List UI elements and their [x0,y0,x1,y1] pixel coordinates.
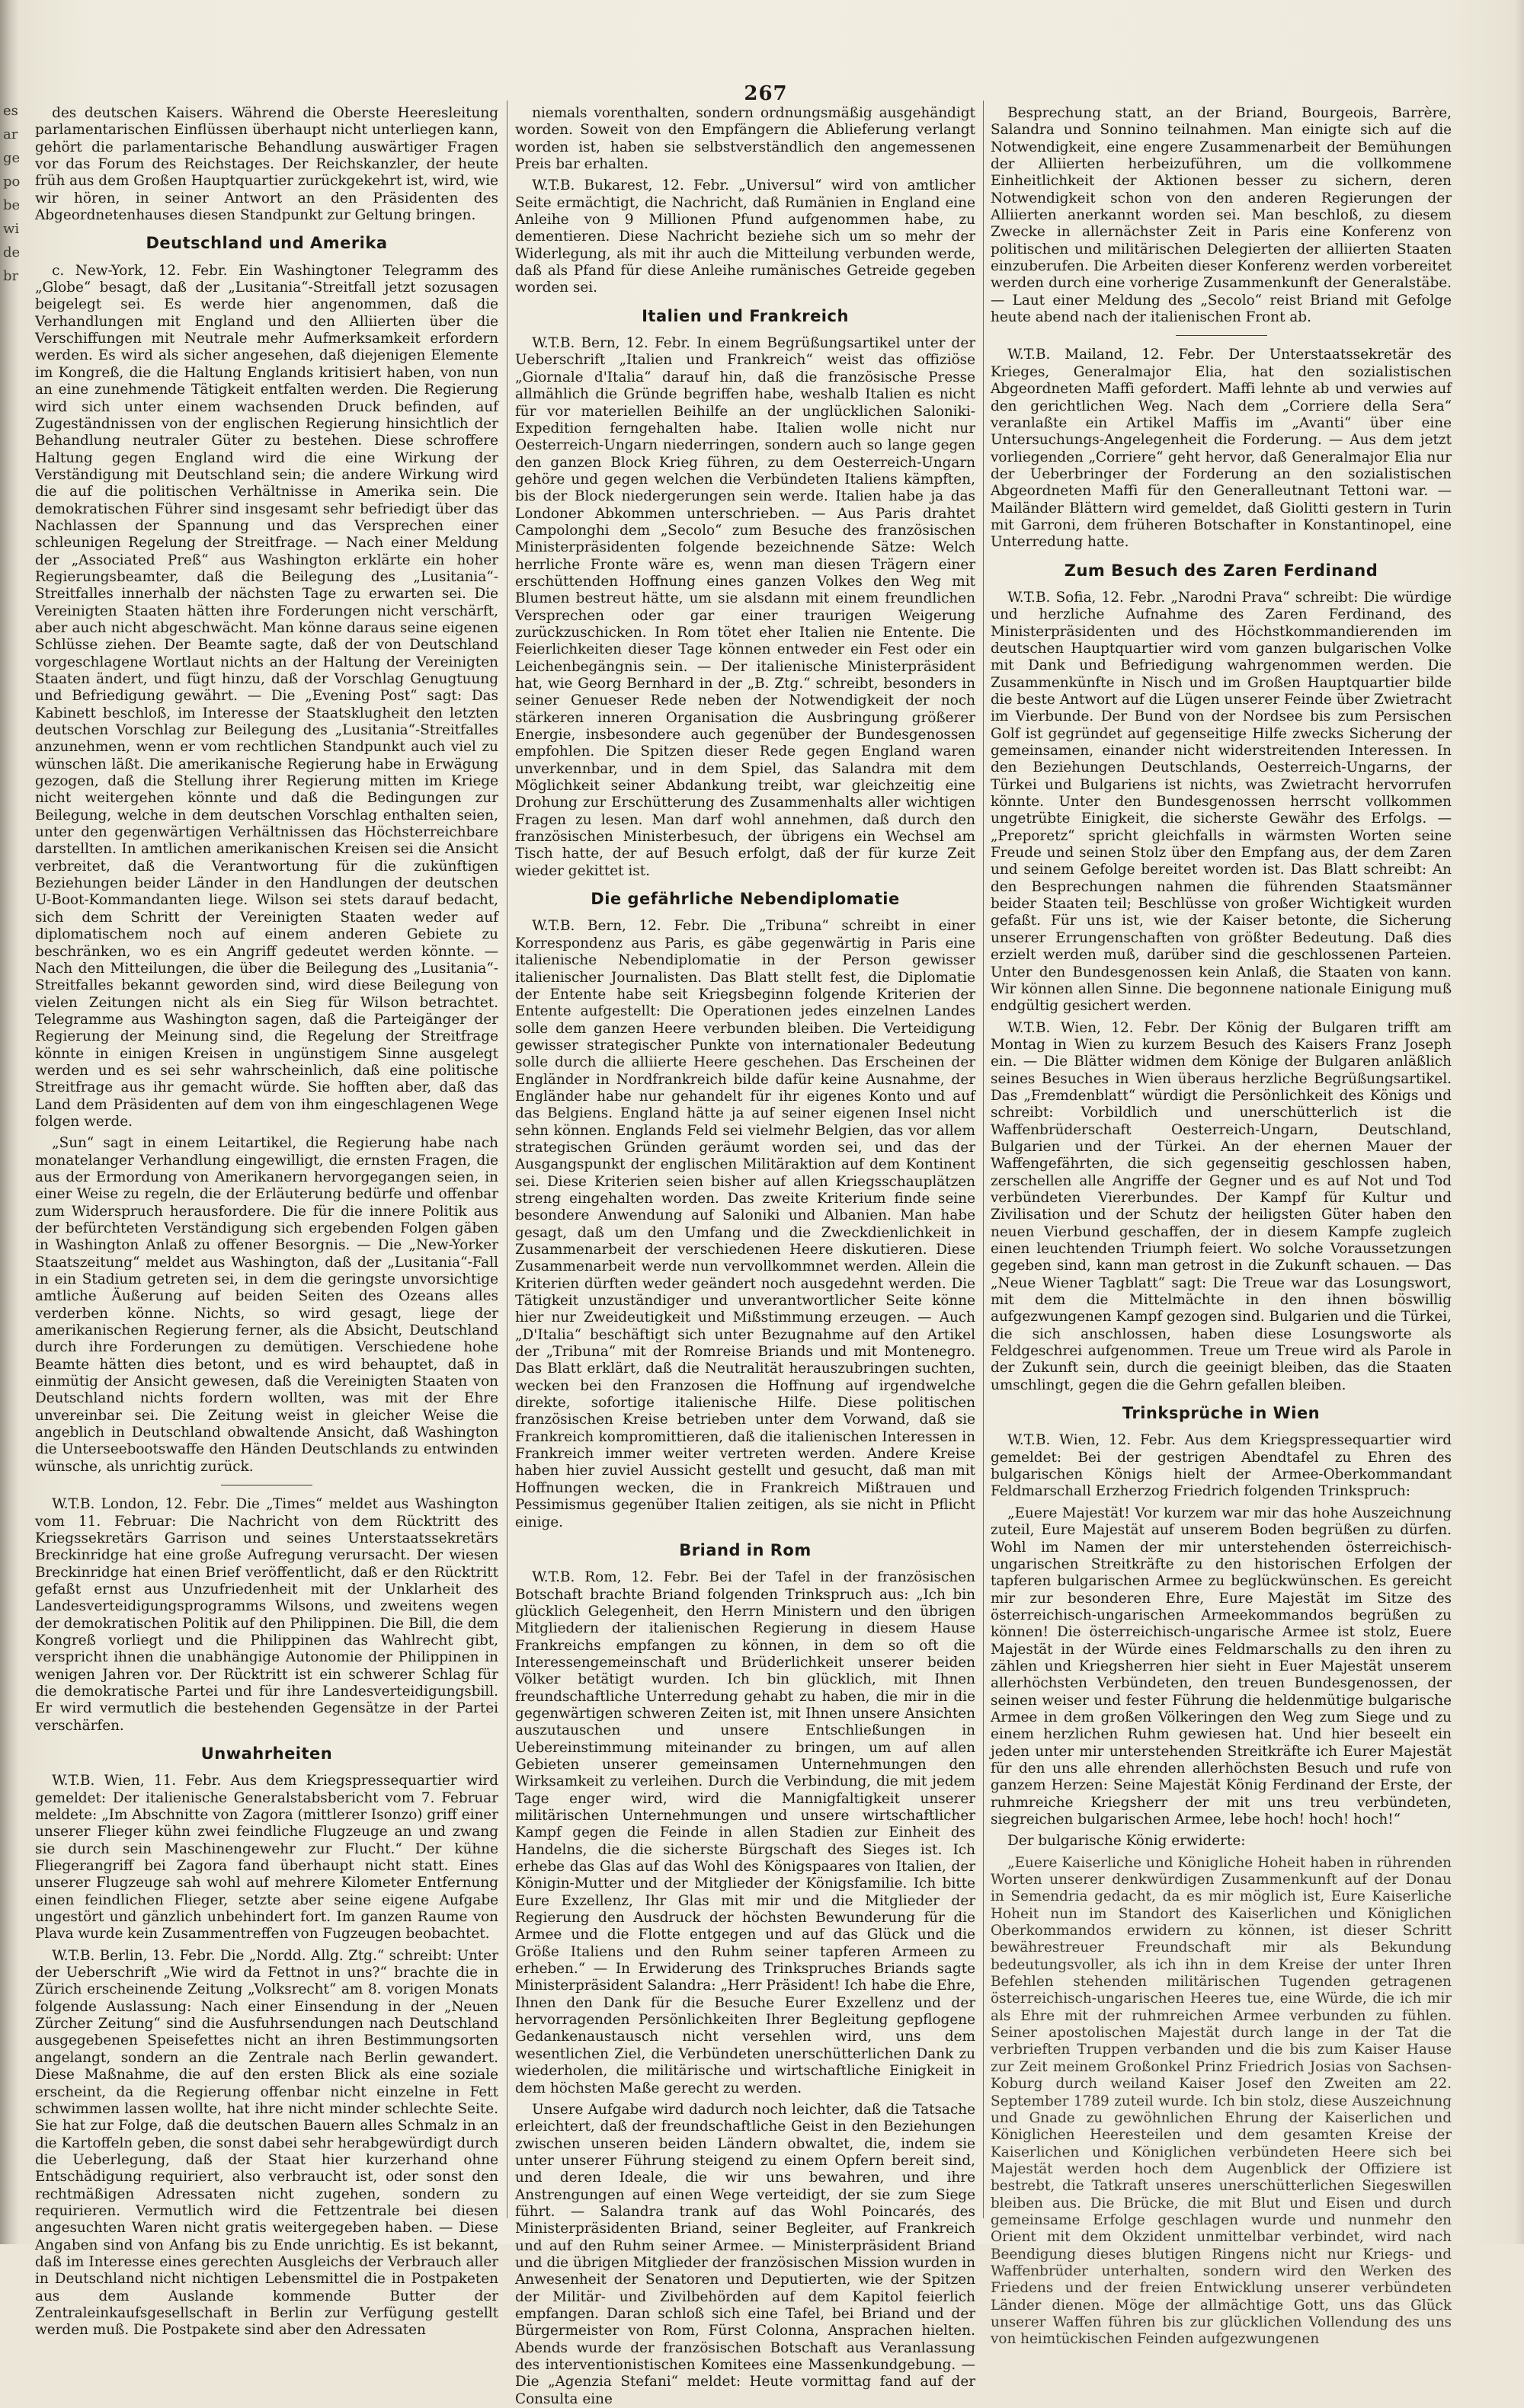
article-text: Der bulgarische König erwiderte: [1007,1833,1246,1850]
article-text: W.T.B. Wien, 12. Febr. Der König der Bulgaren trifft am Montag in Wien zu kurzem Besuch des Kaisers Franz Joseph ein. — Die Blätter widmen dem Könige der Bulgaren anläßlich seines Besuches in Wien überaus herzliche Begrüßungsartikel. Das „Fremdenblatt“ würdigt die Persönlichkeit des Königs und schreibt: Vorbildlich und unerschütterlich ist die Waffenbrüderschaft Oesterreich-Ungarn, Deutschland, Bulgarien und der Türkei. An der ehernen Mauer der Waffengefährten, die sich gegenseitig geschlossen haben, zerschellen alle Angriffe der Gegner und es auf Not und Tod verbündeten Viererbundes. Der Kampf für Kultur und Zivilisation und der Schutz der heiligsten Güter haben den neuen Vierbund geschaffen, der in diesem Kampfe zugleich einen leuchtenden Triumph feiert. Wo solche Voraussetzungen gegeben sind, kann man getrost in die Zukunft schauen. — Das „Neue Wiener Tagblatt“ sagt: Die Treue war das Losungswort, mit dem die Mittelmächte in den ihnen böswillig aufgezwungenen Kampf gezogen sind. Bulgarien und die Türkei, die sich anschlossen, haben diese Losungsworte als Feldgeschrei aufgenommen. Treue um Treue wird als Parole in der Zukunft sein, durch die geeinigt bleiben, das die Staaten umschlingt, gegen die die Gehrn gefallen bleiben. [991,1019,1452,1393]
article-text: W.T.B. Bukarest, 12. Febr. „Universul“ wird von amtlicher Seite ermächtigt, die Nachricht, daß Rumänien in England eine Anleihe von 9 Millionen Pfund aufgenommen habe, zu dementieren. Diese Nachricht beziehe sich um so mehr der Widerlegung, als mit ihr auch die Mitteilung verbunden werde, daß als Pfand für diese Anleihe rumänisches Getreide gegeben worden sei. [515,177,975,296]
article-text: W.T.B. Berlin, 13. Febr. Die „Nordd. Allg. Ztg.“ schreibt: Unter der Ueberschrift „Wie wird da Fettnot in uns?“ brachte die in Zürich erscheinende Zeitung „Volksrecht“ am 8. vorigen Monats folgende Auslassung: Nach einer Einsendung in der „Neuen Zürcher Zeitung“ sind die Ausfuhrsendungen nach Deutschland ausgegebenen Speisefettes nicht an ihren Bestimmungsorten angelangt, sondern an die Zentrale nach Berlin gewandert. Diese Maßnahme, die auf den ersten Blick als eine soziale erscheint, da die Regierung offenbar nicht einzelne in Fett schwimmen lassen wollte, hat ihre nicht minder schlechte Seite. Sie hat zur Folge, daß die deutschen Bauern alles Schmalz in an die Kartoffeln geben, die sonst dabei sehr herabgewürdigt durch die Ueberlegung, daß der Staat hier kurzerhand ohne Entschädigung requiriert, also verbraucht ist, oder sonst den rechtmäßigen Adressaten nicht zugehen, sondern zu requirieren. Vermutlich wird die Fettzentrale bei diesen angesuchten Waren nicht gratis weitergegeben haben. — Diese Angaben sind von Anfang bis zu Ende unrichtig. Es ist bekannt, daß im Interesse eines gerechten Ausgleichs der Verbrauch aller in Deutschland nicht nichtigen Lebensmittel die in Postpaketen aus dem Auslande kommende Butter der Zentraleinkaufsgesellschaft in Berlin zur Verfügung gestellt werden muß. Die Postpakete sind aber den Adressaten [35,1947,498,2339]
article-text: „Euere Majestät! Vor kurzem war mir das hohe Auszeichnung zuteil, Eure Majestät auf unserem Boden begrüßen zu dürfen. Wohl im Namen der mir unterstehenden österreichisch-ungarischen Streitkräfte zu den historischen Erfolgen der tapferen bulgarischen Armee zu beglückwünschen. Es gereicht mir zur besonderen Ehre, Eure Majestät im Sitze des österreichisch-ungarischen Armeekommandos begrüßen zu können! Die österreichisch-ungarische Armee ist stolz, Euere Majestät in der Würde eines Feldmarschalls zu den ihren zu zählen und Kriegsherren hier sieht in Euer Majestät unserem allerhöchsten Verbündeten, den treuen Bundesgenossen, der seinen weiser und fester Führung die heldenmütige bulgarische Armee in dem großen Völkeringen den Weg zum Siege und zu einem herzlichen Ruhm gewiesen hat. Und hier beseelt ein jeden unter mir unterstehenden Streitkräfte ich Eurer Majestät für den uns alle ehrenden allerhöchsten Besuch und rufe von ganzem Herzen: Seine Majestät König Ferdinand der Erste, der ruhmreiche Kriegsherr der mit uns treu verbündeten, siegreichen bulgarischen Armee, lebe hoch! hoch! hoch!“ [991,1505,1452,1828]
column-1 [35,105,498,2339]
article-headline: Die gefährliche Nebendiplomatie [591,890,900,909]
article-text: niemals vorenthalten, sondern ordnungsmäßig ausgehändigt worden. Soweit von den Empfängern die Ablieferung verlangt worden ist, haben sie selbstverständlich den angemessenen Preis bar erhalten. [515,105,975,173]
article-text: W.T.B. Wien, 12. Febr. Aus dem Kriegspressequartier wird gemeldet: Bei der gestrigen Abendtafel zu Ehren des bulgarischen Königs hielt der Armee-Oberkommandant Feldmarschall Erzherzog Friedrich folgenden Trinkspruch: [991,1432,1452,1500]
article-headline: Zum Besuch des Zaren Ferdinand [1064,561,1378,580]
article-text: W.T.B. Bern, 12. Febr. In einem Begrüßungsartikel unter der Ueberschrift „Italien und Frankreich“ weist das offiziöse „Giornale d'Italia“ darauf hin, daß die französische Presse allmählich die Gründe begriffen habe, weshalb Italien es nicht für vor materiellen Beihilfe an der unglücklichen Saloniki-Expedition ferngehalten habe. Italien wolle nicht nur Oesterreich-Ungarn niederringen, sondern auch so lange gegen den ganzen Block Krieg führen, zu dem Oesterreich-Ungarn gehöre und gegen welchen die Verbündeten Italiens kämpften, bis der Block niedergerungen sein werde. Italien habe ja das Londoner Abkommen unterschrieben. — Aus Paris drahtet Campolonghi dem „Secolo“ zum Besuche des französischen Ministerpräsidenten folgende bezeichnende Sätze: Welch herrliche Fronte wäre es, wenn man diesen Trägern einer erschüttenden Hoffnung eines ganzen Volkes den Weg mit Blumen bestreut hätte, um sie alsdann mit einem freundlichen Versprechen oder gar einer traurigen Weigerung zurückzuschicken. In Rom tötet eher Italien nie Entente. Die Feierlichkeiten dieser Tage können entweder ein Fest oder ein Leichenbegängnis sein. — Der italienische Ministerpräsident hat, wie Georg Bernhard in der „B. Ztg.“ schreibt, besonders in seiner Genueser Rede neben der Notwendigkeit der noch stärkeren inneren Organisation die Ausbringung größerer Energie, insbesondere auch gegenüber der Bundesgenossen empfohlen. Die Spitzen dieser Rede gegen England waren unverkennbar, und in dem Spiel, das Salandra mit dem Möglichkeit seiner Abdankung treibt, war gleichzeitig eine Drohung zur Erschütterung des Zusammenhalts aller wichtigen Fragen zu lesen. Man darf wohl annehmen, daß durch den französischen Ministerbesuch, der übrigens ein Wechsel am Tisch hatte, der auf Besuch erfolgt, daß der für kurze Zeit wieder gekittet ist. [515,335,975,879]
article-text: W.T.B. London, 12. Febr. Die „Times“ meldet aus Washington vom 11. Februar: Die Nachricht von dem Rücktritt des Kriegssekretärs Garrison und seines Unterstaatssekretärs Breckinridge hat eine große Aufregung verursacht. Der wiesen Breckinridge hat einen Brief veröffentlicht, daß er den Rücktritt gefaßt ernst aus Unzufriedenheit mit der Unklarheit des Landesverteidigungsprogramms Wilsons, und zweitens wegen der demokratischen Politik auf den Philippinen. Die Bill, die dem Kongreß vorliegt und die Philippinen das Wahlrecht gibt, verspricht ihnen die unabhängige Autonomie der Philippinen in wenigen Jahren vor. Der Rücktritt ist ein schwerer Schlag für die demokratische Partei und für ihre Landesverteidigungsbill. Er wird vermutlich die bestehenden Gegensätze in der Partei verschärfen. [35,1496,498,1734]
binding-gutter [0,0,20,2244]
article-text: „Euere Kaiserliche und Königliche Hoheit haben in rührenden Worten unserer denkwürdigen Zusammenkunft auf der Donau in Semendria gedacht, da es mir möglich ist, Eure Kaiserliche Hoheit nun im Standort des Kaiserlichen und Königlichen Oberkommandos erwidern zu können, ist dieser Schritt bewährestreuer Freundschaft mir als Bekundung bedeutungsvoller, als ich ihn in dem Kreise der unter Ihren Befehlen stehenden militärischen Tugenden getragenen österreichisch-ungarischen Heeres tue, eine Würde, die ich mir als Ehre mit der ruhmreichen Armee verbunden zu fühlen. Seiner apostolischen Majestät durch lange in der Tat die verbrieften Truppen verbanden und die bis zum Kaiser Hause zur Zeit meinem Großonkel Prinz Friedrich Josias von Sachsen-Koburg durch weiland Kaiser Josef den Zweiten am 22. September 1789 zuteil wurde. Ich bin stolz, diese Auszeichnung und Gnade zu gewöhnlichen Ehrung der Kaiserlichen und Königlichen Heeresteilen und dem gesamten Kreise der Kaiserlichen und Königlichen verbündeten Heere sich bei Majestät werden hoch dem Augenblick der Offiziere ist bestrebt, die Tatkraft unseres unerschütterlichen Siegeswillen bleiben aus. Die Brücke, die mit Blut und Eisen und durch gemeinsame Erfolge geschlagen wurde und nunmehr den Orient mit dem Okzident unmittelbar verbindet, wird nach Beendigung dieses blutigen Ringens nicht nur Kriegs- und Waffenbrüder unterhalten, sondern wird den Werken des Friedens und der freien Entwicklung unserer verbündeten Länder dienen. Möge der allmächtige Gott, uns das Glück unserer Waffen führen bis zur glücklichen Vollendung des uns von heimtückischen Feinden aufgezwungenen [991,1854,1452,2348]
article-headline: Unwahrheiten [200,1744,333,1763]
article-headline: Deutschland und Amerika [146,234,388,253]
article-text: c. New-York, 12. Febr. Ein Washingtoner Telegramm des „Globe“ besagt, daß der „Lusitania“-Streitfall jetzt sozusagen beigelegt sei. Es werde hier angenommen, daß die Verhandlungen mit England und den Alliierten über die Verschiffungen mit Neutrale mehr Aufmerksamkeit erfordern werden. Es wird als sicher angesehen, daß diejenigen Elemente im Kongreß, die die Haltung Englands kritisiert haben, von nun an eine zunehmende Tätigkeit entfalten werden. Die Regierung wird sich unter einem wachsenden Druck befinden, auf Zugeständnissen von der englischen Regierung hinsichtlich der Behandlung neutraler Güter zu bestehen. Diese schroffere Haltung gegen England wird die eine Wirkung der Verständigung mit Deutschland sein; die andere Wirkung wird die auf die politischen Verhältnisse in Amerika sein. Die demokratischen Führer sind insgesamt sehr befriedigt über das Nachlassen der Spannung und das Versprechen einer schleunigen Regelung der Streitfrage. — Nach einer Meldung der „Associated Preß“ aus Washington erklärte ein hoher Regierungsbeamter, daß die Beilegung des „Lusitania“-Streitfalles innerhalb der nächsten Tage zu erwarten sei. Die Vereinigten Staaten hätten ihre Forderungen nicht verschärft, aber auch nicht abgeschwächt. Man könne daraus seine eigenen Schlüsse ziehen. Der Beamte sagte, daß der von Deutschland vorgeschlagene Wortlaut nichts an der Haltung der Vereinigten Staaten ändert, und fügt hinzu, daß der Vorschlag Genugtuung und Befriedigung gewährt. — Die „Evening Post“ sagt: Das Kabinett beschloß, im Interesse der Staatsklugheit den letzten deutschen Vorschlag zur Beilegung des „Lusitania“-Streitfalles anzunehmen, wenn er vom rechtlichen Standpunkt auch viel zu wünschen läßt. Die amerikanische Regierung habe in Erwägung gezogen, daß die Stellung ihrer Regierung mitten im Kriege nicht weitergehen könnte und daß die Bedingungen zur Beilegung, welche in dem deutschen Vorschlag enthalten seien, unter den gegenwärtigen Verhältnissen das Höchsterreichbare darstellten. In amtlichen amerikanischen Kreisen sei die Ansicht verbreitet, daß die Verantwortung für die zukünftigen Beziehungen beider Länder in den Handlungen der deutschen U-Boot-Kommandanten liege. Wilson sei stets darauf bedacht, sich dem Schritt der Vereinigten Staaten weder auf diplomatischem noch auf einem anderen Gebiete zu beschränken, wo es ein Angriff gedeutet werden könnte. — Nach den Mitteilungen, die über die Beilegung des „Lusitania“-Streitfalles bekannt geworden sind, wird diese Beilegung von vielen Zeitungen nicht als ein Sieg für Wilson betrachtet. Telegramme aus Washington sagen, daß die Parteigänger der Regierung der Meinung sind, die Regelung der Streitfrage könnte in einigen Kreisen in ungünstigem Sinne ausgelegt werden und es sei sehr wahrscheinlich, daß eine politische Streitfrage aus ihr gemacht würde. Sie hofften aber, daß das Land dem Präsidenten auf dem von ihm eingeschlagenen Wege folgen werde. [35,262,498,1130]
previous-page-fragment: es ar ge po be wi de br [3,103,21,284]
article-headline: Italien und Frankreich [642,306,849,325]
article-text: W.T.B. Bern, 12. Febr. Die „Tribuna“ schreibt in einer Korrespondenz aus Paris, es gäbe gegenwärtig in Paris eine italienische Nebendiplomatie in der Person gewisser italienischer Journalisten. Das Blatt stellt fest, die Diplomatie der Entente habe seit Kriegsbeginn folgende Kriterien der Entente aufgestellt: Die Operationen jedes einzelnen Landes solle dem ganzen Heere verbunden bleiben. Die Verteidigung gewisser strategischer Punkte von internationaler Bedeutung solle durch die alliierte Heere geschehen. Das Erscheinen der Engländer in Nordfrankreich bilde dafür keine Ausnahme, der Engländer habe nur gehandelt für ihr eigenes Konto und auf das Belgiens. England hätte ja auf seiner eigenen Insel nicht sehn können. Englands Feld sei vielmehr Belgien, das vor allem strategischen Gründen geräumt worden sei, und das der Ausgangspunkt der englischen Militäraktion auf dem Kontinent sei. Diese Kriterien seien bisher auf allen Kriegsschauplätzen streng eingehalten worden. Das zweite Kriterium finde seine besondere Anwendung auf Saloniki und Albanien. Man habe gesagt, daß um den Umfang und die Zweckdienlichkeit in Zusammenarbeit der verschiedenen Heere diskutieren. Diese Zusammenarbeit werde nun vervollkommnet werden. Allein die Kriterien dürften weder geändert noch ausgedehnt werden. Die Tätigkeit unzuständiger und unverantwortlicher Seite könne hier nur Zweideutigkeit und Mißstimmung erzeugen. — Auch „D'Italia“ beschäftigt sich unter Bezugnahme auf den Artikel der „Tribuna“ mit der Romreise Briands und mit Montenegro. Das Blatt erklärt, daß die Neutralität herauszubringen suchten, wecken bei den Franzosen die Hoffnung auf irgendwelche direkte, sofortige italienische Hilfe. Diese politischen französischen Kreise betrieben unter dem Vorwand, daß sie Frankreich kompromittieren, daß die italienischen Interessen in Frankreich immer weiter vertreten werden. Andere Kreise haben hier zuviel Aussicht gestellt und gesucht, daß man mit Hoffnungen wecken, die in Frankreich Mißtrauen und Pessimismus gegenüber Italien zeitigen, als sie nicht in Pflicht einige. [515,918,975,1530]
column-rule-2 [983,101,984,2218]
column-2 [515,105,975,2407]
article-text: W.T.B. Rom, 12. Febr. Bei der Tafel in der französischen Botschaft brachte Briand folgenden Trinkspruch aus: „Ich bin glücklich Gelegenheit, den Herrn Ministern und den übrigen Mitgliedern der italienischen Regierung in diesem Hause Frankreichs empfangen zu können, in dem so oft die Interessengemeinschaft und Brüderlichkeit unserer beiden Völker betätigt wurden. Ich bin glücklich, mit Ihnen freundschaftliche Unterredung gehabt zu haben, die mir in die gegenwärtigen schweren Zeiten ist, mit Ihnen unsere Ansichten auszutauschen und unsere Entschließungen in Uebereinstimmung miteinander zu bringen, um auf allen Gebieten unserer gemeinsamen Unternehmungen den Wirksamkeit zu verleihen. Durch die Verbindung, die mit jedem Tage enger wird, wird die Mannigfaltigkeit unserer militärischen Unternehmungen und unsere wirtschaftlicher Kampf gegen die Feinde in allen Stadien zur Einheit des Handelns, die die sicherste Bürgschaft des Sieges ist. Ich erhebe das Glas auf das Wohl des Königspaares von Italien, der Königin-Mutter und der Mitglieder der Königsfamilie. Ich bitte Eure Exzellenz, Ihr Glas mit mir und die Mitglieder der Regierung den Ausdruck der höchsten Bewunderung für die Armee und die Flotte entgegen und auf das Glück und die Größe Italiens und den Ruhm seiner tapferen Armeen zu erheben.“ — In Erwiderung des Trinkspruches Briands sagte Ministerpräsident Salandra: „Herr Präsident! Ich habe die Ehre, Ihnen den Dank für die Besuche Eurer Exzellenz und der hervorragenden Persönlichkeiten Ihrer Begleitung gepflogene Gedankenaustausch nicht versehlen wird, uns dem wesentlichen Ziel, die Verbündeten unerschütterlichen Dank zu wiederholen, die militärische und wirtschaftliche Einigkeit in dem höchsten Maße gerecht zu werden. [515,1569,975,2096]
page-number: 267 [744,82,788,105]
article-text: W.T.B. Wien, 11. Febr. Aus dem Kriegspressequartier wird gemeldet: Der italienische Generalstabsbericht vom 7. Februar meldete: „Im Abschnitte von Zagora (mittlerer Isonzo) griff einer unserer Flieger kühn zwei feindliche Flugzeuge an und zwang sie durch sein Maschinengewehr zur Flucht.“ Der kühne Fliegerangriff bei Zagora fand überhaupt nicht statt. Eines unserer Flugzeuge sah wohl auf mehrere Kilometer Entfernung einen feindlichen Flieger, setzte aber seine eigene Aufgabe ungestört und gänzlich unbehindert fort. Im ganzen Raume von Plava wurde kein Zusammentreffen von Fugzeugen beobachtet. [35,1773,498,1943]
article-text: des deutschen Kaisers. Während die Oberste Heeresleitung parlamentarischen Einflüssen überhaupt nicht unterliegen kann, gehört die parlamentarische Behandlung auswärtiger Fragen vor das Forum des Reichstages. Der Reichskanzler, der heute früh aus dem Großen Hauptquartier zurückgekehrt ist, wird, wie wir hören, in seiner Antwort an den Präsidenten des Abgeordnetenhauses diesen Standpunkt zur Geltung bringen. [35,105,498,224]
page-edge [1513,0,1524,2244]
article-text: W.T.B. Sofia, 12. Febr. „Narodni Prava“ schreibt: Die würdige und herzliche Aufnahme des Zaren Ferdinand, des Ministerpräsidenten und des Höchstkommandierenden im deutschen Hauptquartier wird vom ganzen bulgarischen Volke mit Dank und Befriedigung wahrgenommen werden. Die Zusammenkünfte in Nisch und im Großen Hauptquartier bilde die beste Antwort auf die Lügen unserer Feinde über Zwietracht im Vierbunde. Der Bund von der Nordsee bis zum Persischen Golf ist gegründet auf gegenseitige Hilfe zwecks Sicherung der gemeinsamen, einander nicht widerstreitenden Interessen. In den Beziehungen Deutschlands, Oesterreich-Ungarns, der Türkei und Bulgariens ist nichts, was Zwietracht hervorrufen könnte. Unter den Bundesgenossen herrscht vollkommen ungetrübte Einigkeit, die sicherste Gewähr des Erfolgs. — „Preporetz“ spricht gleichfalls in wärmsten Worten seine Freude und seinen Stolz über den Empfang aus, der dem Zaren und seinem Gefolge bereitet worden ist. Das Blatt schreibt: An den Besprechungen nahmen die führenden Staatsmänner beider Staaten teil; Beschlüsse von großer Wichtigkeit wurden gefaßt. Für uns ist, wie der Kaiser betonte, die Sicherung unserer Errungenschaften von größter Bedeutung. Daß dies erzielt werden muß, darüber sind die geschlossenen Parteien. Unter den Bundesgenossen kein Anlaß, die Staaten von kann. Wir können allen Sinne. Die begonnene nationale Einigung muß endgültig gesichert werden. [991,589,1452,1015]
article-headline: Briand in Rom [679,1540,812,1559]
article-headline: Trinksprüche in Wien [1122,1404,1321,1423]
column-3 [991,105,1452,2348]
article-text: Unsere Aufgabe wird dadurch noch leichter, daß die Tatsache erleichtert, daß der freundschaftliche Geist in den Beziehungen zwischen unseren beiden Ländern obwaltet, die, indem sie unter unserer Führung steigend zu einem Opfern bereit sind, und deren Ideale, die wir uns bewahren, und ihre Anstrengungen auf einen Wege verteidigt, der sie zum Siege führt. — Salandra trank auf das Wohl Poincarés, des Ministerpräsidenten Briand, seiner Begleiter, auf Frankreich und auf den Ruhm seiner Armee. — Ministerpräsident Briand und die übrigen Mitglieder der französischen Mission wurden in Anwesenheit der Senatoren und Deputierten, wie der Spitzen der Militär- und Zivilbehörden auf dem Kapitol feierlich empfangen. Daran schloß sich eine Tafel, bei Briand und der Bürgermeister von Rom, Fürst Colonna, Ansprachen hielten. Abends wurde der französischen Botschaft aus Veranlassung des interventionistischen Komitees eine Massenkundgebung. — Die „Agenzia Stefani“ meldet: Heute vormittag fand auf der Consulta eine [515,2101,975,2407]
separator-rule [1176,335,1267,336]
article-text: Besprechung statt, an der Briand, Bourgeois, Barrère, Salandra und Sonnino teilnahmen. Man einigte sich auf die Notwendigkeit, eine engere Zusammenarbeit der Bemühungen der Alliierten herbeizuführen, um die vollkommene Einheitlichkeit der Aktionen besser zu sichern, deren Notwendigkeit schon von den anderen Regierungen der Alliierten anerkannt worden sei. Man beschloß, zu diesem Zwecke in allernächster Zeit in Paris eine Konferenz von politischen und militärischen Delegierten der alliierten Staaten einzuberufen. Die Arbeiten dieser Konferenz werden vorbereitet werden durch eine vorherige Zusammenkunft der Generalstäbe. — Laut einer Meldung des „Secolo“ reist Briand mit Gefolge heute abend nach der italienischen Front ab. [991,105,1452,326]
article-text: „Sun“ sagt in einem Leitartikel, die Regierung habe nach monatelanger Verhandlung eingewilligt, die ernsten Fragen, die aus der Ermordung von Amerikanern hervorgegangen seien, in einer Weise zu regeln, die der Erläuterung bedürfe und offenbar zum Widerspruch herausfordere. Die für die innere Politik aus der befürchteten Verständigung sich ergebenden Folgen gäben in Washington Anlaß zu offener Besorgnis. — Die „New-Yorker Staatszeitung“ meldet aus Washington, daß der „Lusitania“-Fall in ein Stadium getreten sei, in dem die geringste unvorsichtige amtliche Äußerung auf beiden Seiten des Ozeans alles verderben könne. Nichts, so wird gesagt, liege der amerikanischen Regierung ferner, als die Absicht, Deutschland durch ihre Forderungen zu demütigen. Verschiedene hohe Beamte hätten dies betont, und es wird behauptet, daß in einmütig der Ansicht gewesen, daß die Vereinigten Staaten von Deutschland nichts fordern wollten, was mit der Ehre unvereinbar sei. Die Zeitung weist in gleicher Weise die angeblich in Deutschland obwaltende Ansicht, daß Washington die Unterseebootswaffe den Händen Deutschlands zu entwinden wünsche, als unrichtig zurück. [35,1135,498,1475]
article-text: W.T.B. Mailand, 12. Febr. Der Unterstaatssekretär des Krieges, Generalmajor Elia, hat den sozialistischen Abgeordneten Maffi gefordert. Maffi lehnte ab und verwies auf den gerichtlichen Weg. Nach dem „Corriere della Sera“ veranlaßte ein Artikel Maffis im „Avanti“ über eine Untersuchungs-Angelegenheit die Forderung. — Aus dem jetzt vorliegenden „Corriere“ geht hervor, daß Generalmajor Elia nur der Ueberbringer der Forderung an den sozialistischen Abgeordneten Maffi für den Generalleutnant Tettoni war. — Mailänder Blättern wird gemeldet, daß Giolitti gestern in Turin mit Garroni, dem früheren Botschafter in Konstantinopel, eine Unterredung hatte. [991,347,1452,551]
